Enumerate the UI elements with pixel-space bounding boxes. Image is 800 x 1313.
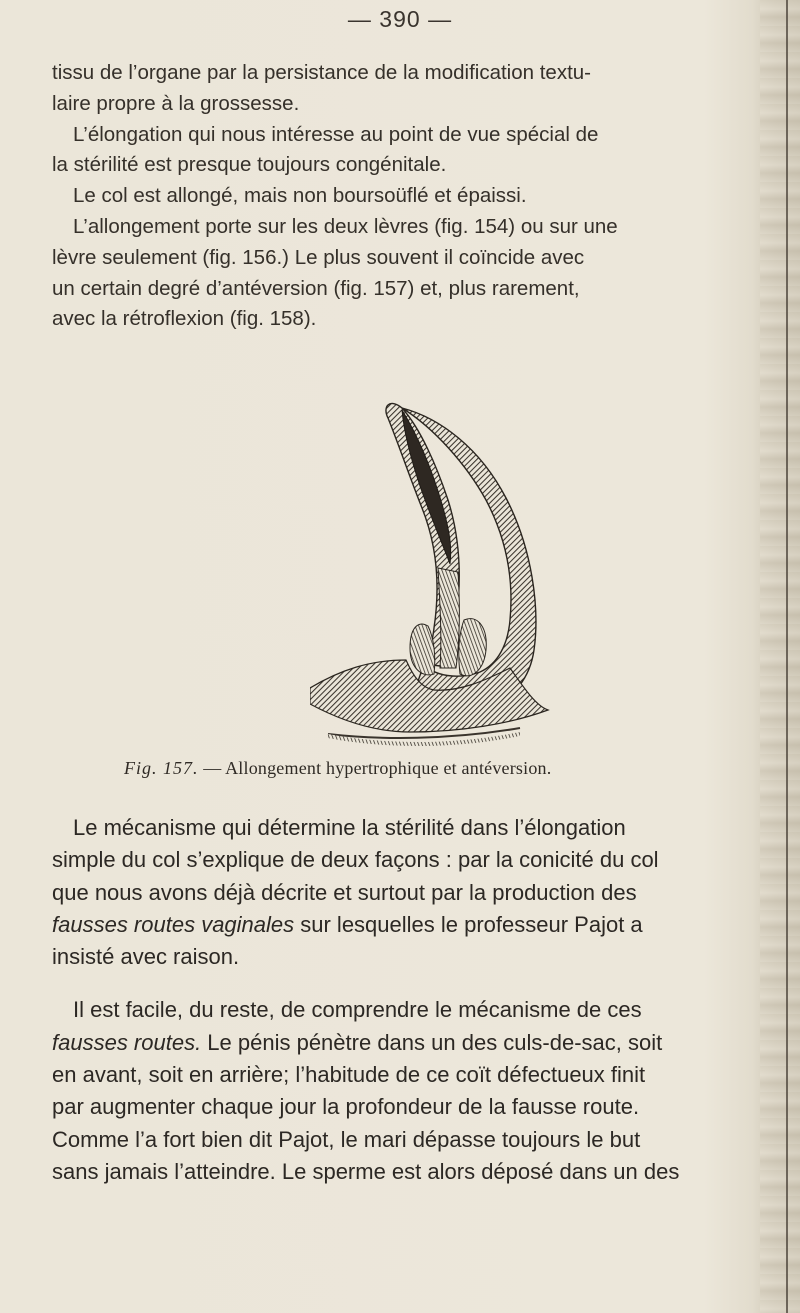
text-line: Le pénis pénètre dans un des culs-de-sac, soit <box>201 1029 663 1055</box>
text-line: simple du col s’explique de deux façons : par la conicité du col <box>52 847 659 873</box>
text-line: insisté avec raison. <box>52 944 240 970</box>
text-line: lèvre seulement (fig. 156.) Le plus souvent il coïncide avec <box>52 245 585 269</box>
figure-caption-text: — Allongement hypertrophique et antéversion. <box>203 758 552 778</box>
page-number: — 390 — <box>347 6 453 32</box>
anatomical-figure <box>310 388 570 748</box>
vaginal-floor-hatch <box>328 732 520 746</box>
figure-number: Fig. 157. <box>124 758 199 778</box>
text-line: Il est facile, du reste, de comprendre le mécanisme de ces <box>73 997 642 1023</box>
lower-text-block <box>52 812 742 1188</box>
text-line: que nous avons déjà décrite et surtout par la production des <box>52 879 637 905</box>
text-line: sur lesquelles le professeur Pajot a <box>294 911 643 937</box>
cervix-elongation-illustration <box>310 388 570 748</box>
paragraph-2 <box>52 120 742 182</box>
text-line: L’élongation qui nous intéresse au point de vue spécial de <box>73 122 599 146</box>
top-text-block <box>52 58 742 335</box>
text-line: en avant, soit en arrière; l’habitude de ce coït défectueux finit <box>52 1062 646 1088</box>
cervix-lip-left <box>410 624 435 675</box>
cervix-lip-right <box>459 619 486 676</box>
paragraph-1 <box>52 58 742 120</box>
text-line: Comme l’a fort bien dit Pajot, le mari dépasse toujours le but <box>52 1126 641 1152</box>
text-line: la stérilité est presque toujours congénitale. <box>52 153 447 177</box>
text-line: avec la rétroflexion (fig. 158). <box>52 307 317 331</box>
italic-term: fausses routes. <box>52 1029 202 1055</box>
text-line: par augmenter chaque jour la profondeur de la fausse route. <box>52 1094 640 1120</box>
text-line: laire propre à la grossesse. <box>52 91 300 115</box>
page-edge-shadow <box>760 0 800 1313</box>
paragraph-5 <box>52 812 742 973</box>
text-line: Le col est allongé, mais non boursoüflé et épaissi. <box>73 184 527 208</box>
text-line: tissu de l’organe par la persistance de la modification textu- <box>52 61 591 84</box>
text-line: sans jamais l’atteindre. Le sperme est alors déposé dans un des <box>52 1158 680 1184</box>
text-line: Le mécanisme qui détermine la stérilité dans l’élongation <box>73 815 626 840</box>
figure-caption <box>124 758 764 779</box>
italic-term: fausses routes vaginales <box>52 911 295 937</box>
text-line: L’allongement porte sur les deux lèvres (fig. 154) ou sur une <box>73 214 618 238</box>
text-line: un certain degré d’antéversion (fig. 157) et, plus rarement, <box>52 276 580 300</box>
binding-edge-line <box>786 0 788 1313</box>
paragraph-3 <box>52 181 742 212</box>
cervix-neck <box>438 568 459 668</box>
paragraph-6 <box>52 994 742 1188</box>
paragraph-4 <box>52 212 742 335</box>
